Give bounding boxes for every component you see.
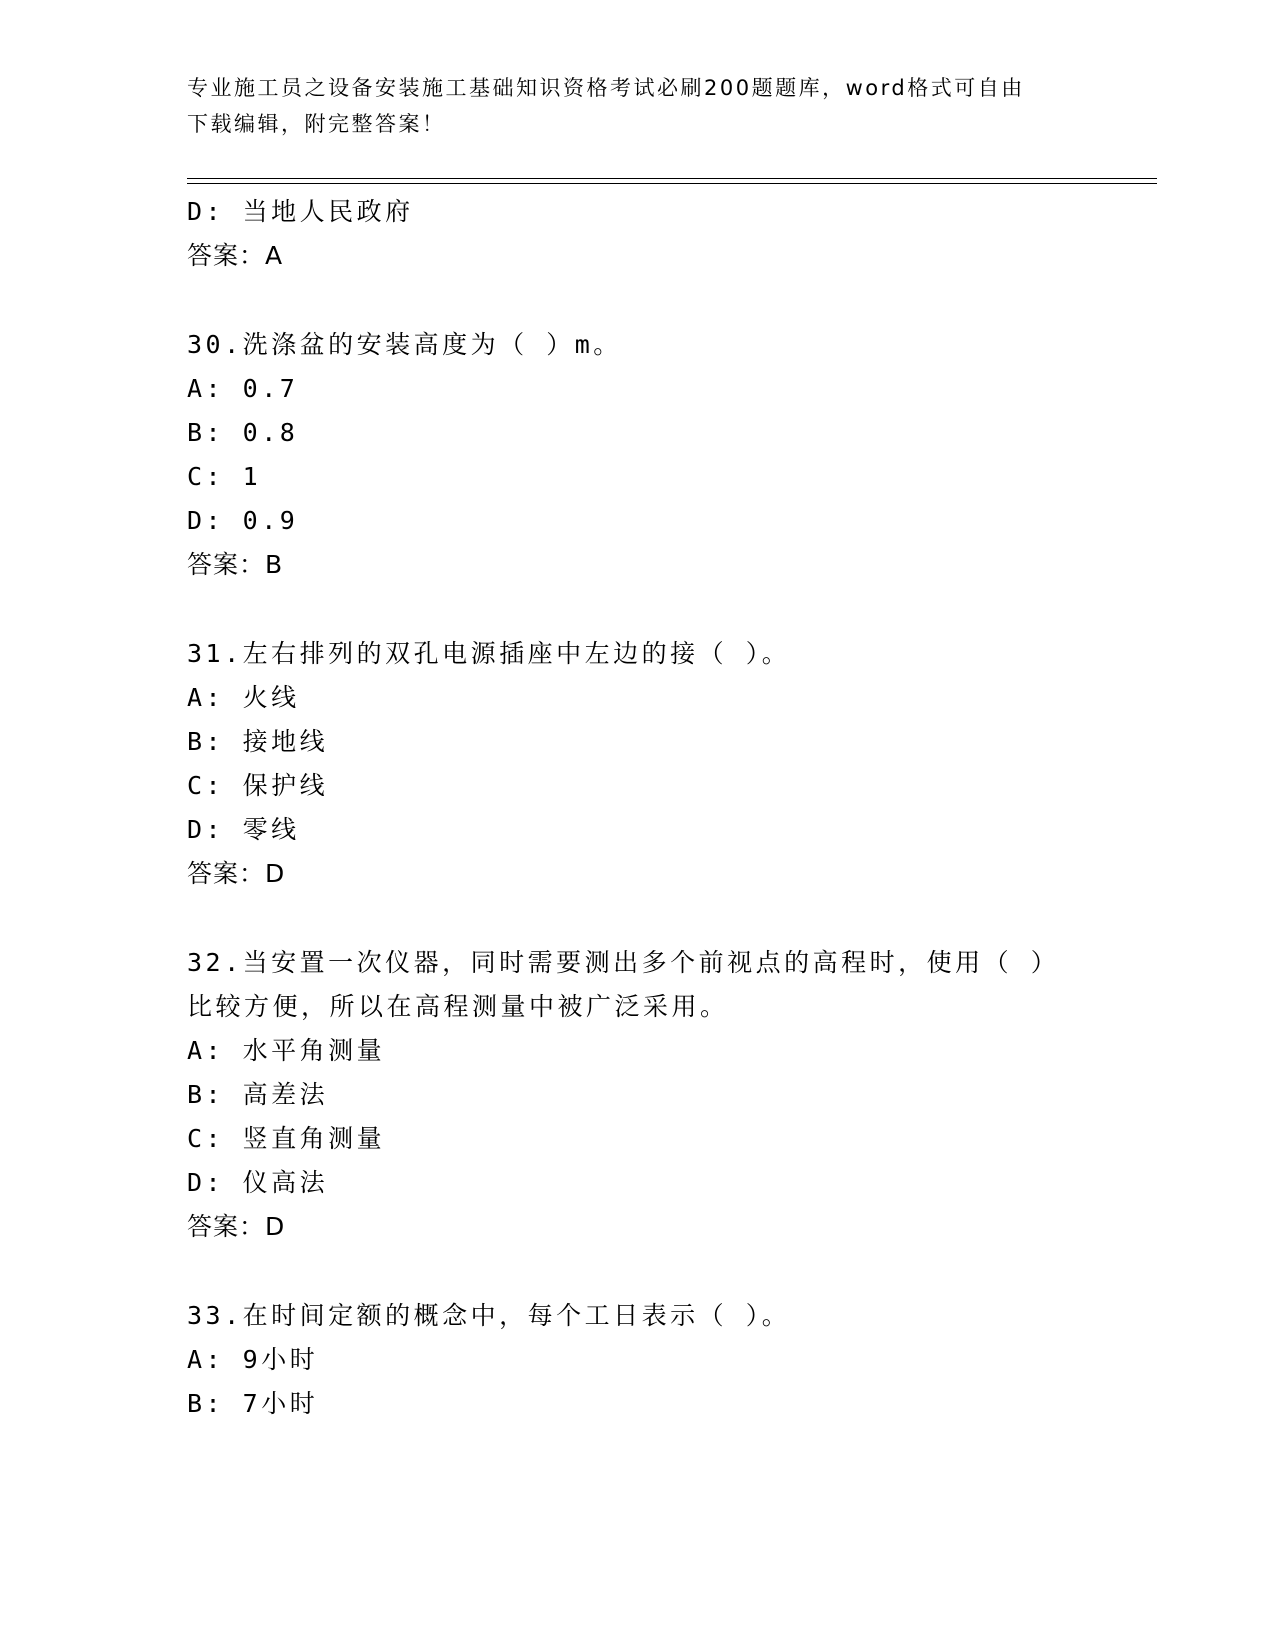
- question-31-option-b: B: 接地线: [187, 727, 329, 756]
- header-line-1: 专业施工员之设备安装施工基础知识资格考试必刷200题题库，word格式可自由: [187, 76, 1025, 100]
- question-30-option-d: D: 0.9: [187, 506, 299, 535]
- question-32-stem-line-2: 比较方便，所以在高程测量中被广泛采用。: [187, 992, 729, 1021]
- question-31-stem: 31.左右排列的双孔电源插座中左边的接（ ）。: [187, 639, 791, 668]
- question-33-option-b: B: 7小时: [187, 1389, 319, 1418]
- question-30-stem: 30.洗涤盆的安装高度为（ ）m。: [187, 330, 622, 359]
- question-30-option-c: C: 1: [187, 462, 262, 491]
- question-31-answer: 答案：D: [187, 859, 286, 888]
- question-33-stem: 33.在时间定额的概念中，每个工日表示（ ）。: [187, 1301, 791, 1330]
- question-30-option-a: A: 0.7: [187, 374, 299, 403]
- question-32-option-d: D: 仪高法: [187, 1168, 329, 1197]
- question-32-option-a: A: 水平角测量: [187, 1036, 386, 1065]
- question-32-stem-line-1: 32.当安置一次仪器，同时需要测出多个前视点的高程时，使用（ ）: [187, 948, 1060, 977]
- question-31-option-d: D: 零线: [187, 815, 300, 844]
- question-30-option-b: B: 0.8: [187, 418, 299, 447]
- header-divider-bottom: [187, 183, 1157, 184]
- question-31-option-c: C: 保护线: [187, 771, 329, 800]
- question-32-option-c: C: 竖直角测量: [187, 1124, 386, 1153]
- question-33-option-a: A: 9小时: [187, 1345, 319, 1374]
- document-header: [187, 70, 1087, 142]
- prev-question-answer: 答案：A: [187, 241, 284, 270]
- question-32-answer: 答案：D: [187, 1212, 286, 1241]
- question-31-option-a: A: 火线: [187, 683, 300, 712]
- header-line-2: 下载编辑，附完整答案！: [187, 112, 446, 136]
- prev-question-option-d: D: 当地人民政府: [187, 197, 414, 226]
- header-divider-top: [187, 178, 1157, 179]
- question-32-option-b: B: 高差法: [187, 1080, 329, 1109]
- question-30-answer: 答案：B: [187, 550, 284, 579]
